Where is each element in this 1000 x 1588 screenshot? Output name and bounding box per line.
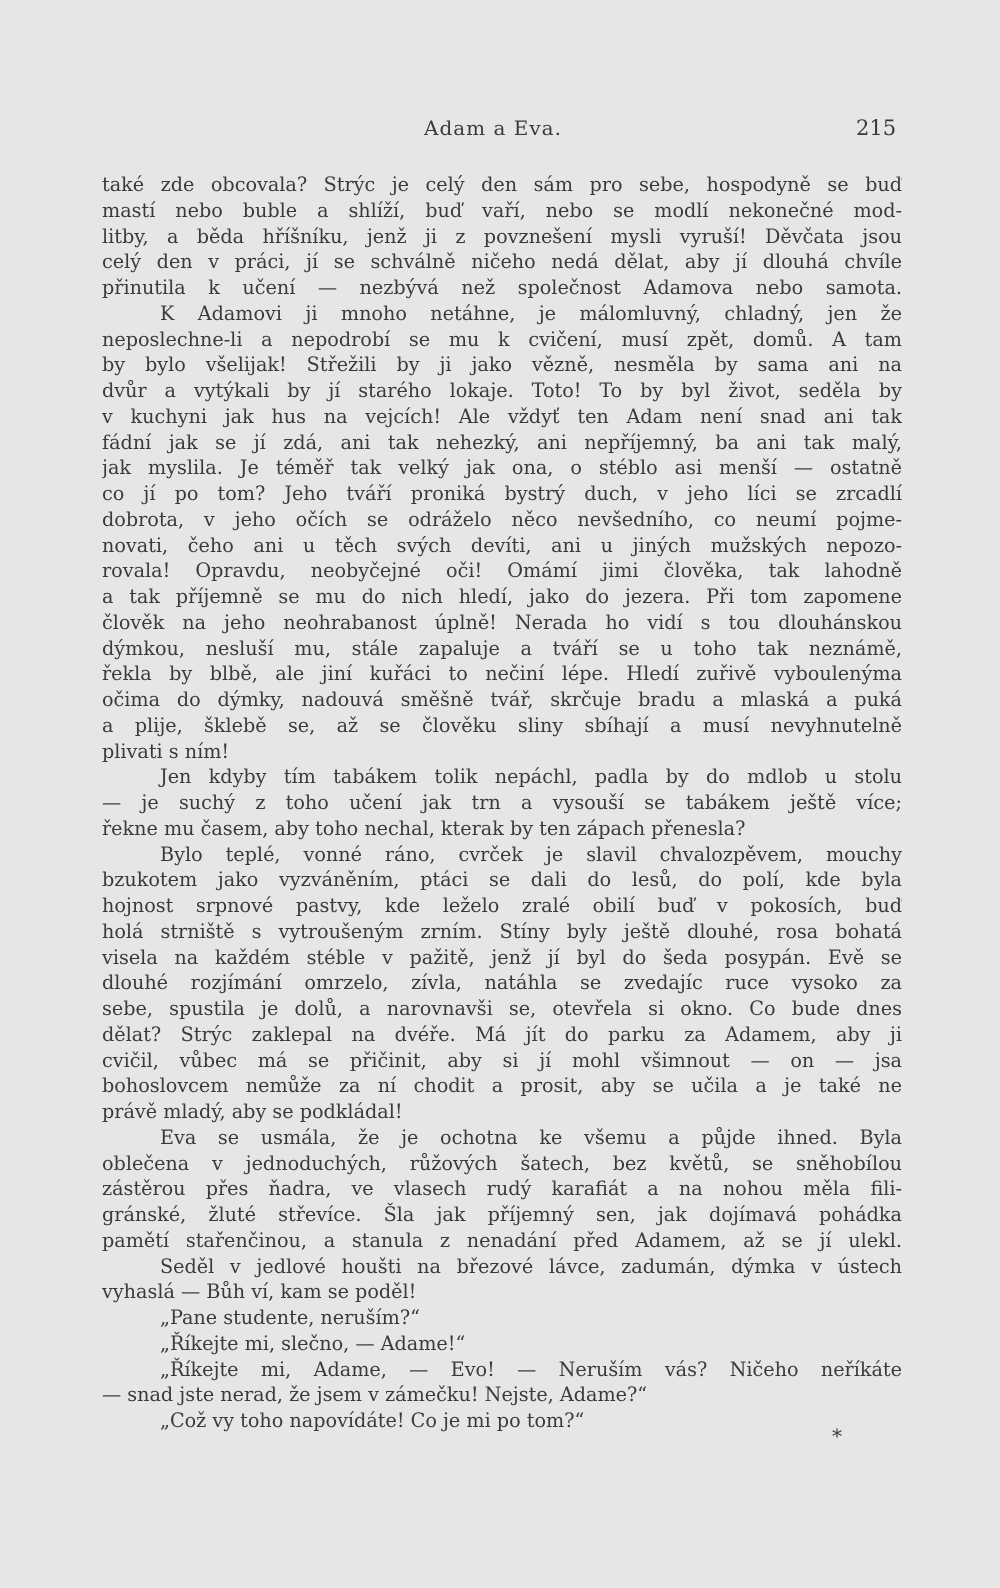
text-line: zástěrou přes ňadra, ve vlasech rudý karafiát a na nohou měla fili- — [102, 1177, 902, 1201]
text-line: rovala! Opravdu, neobyčejné oči! Omámí jimi člověka, tak lahodně — [102, 559, 902, 583]
text-line: vyhaslá — Bůh ví, kam se poděl! — [102, 1280, 417, 1304]
text-line: plivati s ním! — [102, 739, 230, 763]
text-line: v kuchyni jak hus na vejcích! Ale vždyť ten Adam není snad ani tak — [102, 404, 902, 428]
text-line: cvičil, vůbec má se přičinit, aby si jí mohl všimnout — on — jsa — [102, 1048, 902, 1072]
text-line: mastí nebo buble a shlíží, buď vaří, nebo se modlí nekonečné mod- — [102, 198, 902, 222]
text-line: Jen kdyby tím tabákem tolik nepáchl, padla by do mdlob u stolu — [160, 765, 902, 789]
text-line: přinutila k učení — nezbývá než společnost Adamova nebo samota. — [102, 276, 902, 299]
text-line: sebe, spustila je dolů, a narovnavši se, otevřela si okno. Co bude dnes — [102, 997, 902, 1020]
text-line: co jí po tom? Jeho tváří proniká bystrý duch, v jeho líci se zrcadlí — [102, 482, 902, 505]
text-line: pamětí stařenčinou, a stanula z nenadání před Adamem, až se jí ulekl. — [102, 1228, 902, 1252]
text-line: bzukotem jako vyzváněním, ptáci se dali do lesů, do polí, kde byla — [102, 868, 902, 892]
text-line: jak myslila. Je téměř tak velký jak ona, o stéblo asi menší — ostatně — [102, 456, 902, 480]
text-line: — snad jste nerad, že jsem v zámečku! Nejste, Adame?“ — [102, 1383, 648, 1407]
text-line: novati, čeho ani u těch svých devíti, ani u jiných mužských nepozo- — [102, 533, 902, 557]
text-line: právě mladý, aby se podkládal! — [102, 1100, 403, 1123]
text-line: také zde obcovala? Strýc je celý den sám pro sebe, hospodyně se buď — [102, 173, 902, 196]
text-line: „Říkejte mi, slečno, — Adame!“ — [160, 1331, 466, 1355]
text-line: a plije, šklebě se, až se člověku sliny sbíhají a musí nevyhnutelně — [102, 713, 902, 737]
text-line: dělat? Strýc zaklepal na dvéře. Má jít do parku za Adamem, aby ji — [102, 1022, 902, 1046]
text-line: gránské, žluté střevíce. Šla jak příjemný sen, jak dojímavá pohádka — [102, 1203, 902, 1226]
text-line: dýmkou, nesluší mu, stále zapaluje a tváří se u toho tak neznámě, — [102, 636, 902, 660]
running-title: Adam a Eva. — [424, 116, 562, 140]
text-line: dvůr a vytýkali by jí starého lokaje. Toto! To by byl život, seděla by — [102, 379, 902, 402]
text-line: hojnost srpnové pastvy, kde leželo zralé obilí buď v pokosích, buď — [102, 894, 902, 917]
text-line: holá strniště s vytroušeným zrním. Stíny byly ještě dlouhé, rosa bohatá — [102, 919, 902, 943]
text-line: visela na každém stéble v pažitě, jenž jí byl do šeda posypán. Evě se — [102, 945, 902, 969]
text-line: řekne mu časem, aby toho nechal, kterak by ten zápach přenesla? — [102, 816, 746, 840]
text-line: očima do dýmky, nadouvá směšně tvář, skrčuje bradu a mlaská a puká — [102, 688, 902, 711]
text-line: „Což vy toho napovídáte! Co je mi po tom?“ — [160, 1409, 585, 1432]
text-line: fádní jak se jí zdá, ani tak nehezký, ani nepříjemný, ba ani tak malý, — [102, 430, 902, 454]
text-line: člověk na jeho neohrabanost úplně! Nerada ho vidí s tou dlouhánskou — [102, 610, 902, 634]
text-line: litby, a běda hříšníku, jenž ji z povznešení mysli vyruší! Děvčata jsou — [102, 224, 902, 248]
text-line: Seděl v jedlové houšti na březové lávce, zadumán, dýmka v ústech — [160, 1254, 902, 1278]
text-line: Eva se usmála, že je ochotna ke všemu a půjde ihned. Byla — [160, 1125, 902, 1149]
section-asterisk: * — [832, 1424, 842, 1448]
text-line: dobrota, v jeho očích se odráželo něco nevšedního, co neumí pojme- — [102, 507, 902, 531]
body-text — [102, 172, 902, 1434]
text-line: by bylo všelijak! Střežili by ji jako vězně, nesměla by sama ani na — [102, 353, 902, 377]
text-line: a tak příjemně se mu do nich hledí, jako do jezera. Při tom zapomene — [102, 585, 902, 608]
page-header — [0, 116, 1000, 146]
text-line: „Pane studente, neruším?“ — [160, 1306, 420, 1329]
text-line: neposlechne-li a nepodrobí se mu k cvičení, musí zpět, domů. A tam — [102, 327, 902, 351]
text-line: K Adamovi ji mnoho netáhne, je málomluvný, chladný, jen že — [160, 301, 902, 325]
text-line: bohoslovcem nemůže za ní chodit a prosit, aby se učila a je také ne — [102, 1074, 902, 1098]
text-line: řekla by blbě, ale jiní kuřáci to nečiní lépe. Hledí zuřivě vyboulenýma — [102, 662, 902, 686]
text-line: oblečena v jednoduchých, růžových šatech, bez květů, se sněhobílou — [102, 1151, 902, 1175]
text-line: dlouhé rozjímání omrzelo, zívla, natáhla se zvedajíc ruce vysoko za — [102, 971, 902, 995]
text-line: celý den v práci, jí se schválně ničeho nedá dělat, aby jí dlouhá chvíle — [102, 250, 902, 274]
text-line: Bylo teplé, vonné ráno, cvrček je slavil chvalozpěvem, mouchy — [160, 842, 902, 866]
page-number: 215 — [856, 116, 897, 140]
text-line: „Říkejte mi, Adame, — Evo! — Neruším vás? Ničeho neříkáte — [160, 1357, 902, 1381]
text-line: — je suchý z toho učení jak trn a vysouší se tabákem ještě více; — [102, 791, 902, 814]
